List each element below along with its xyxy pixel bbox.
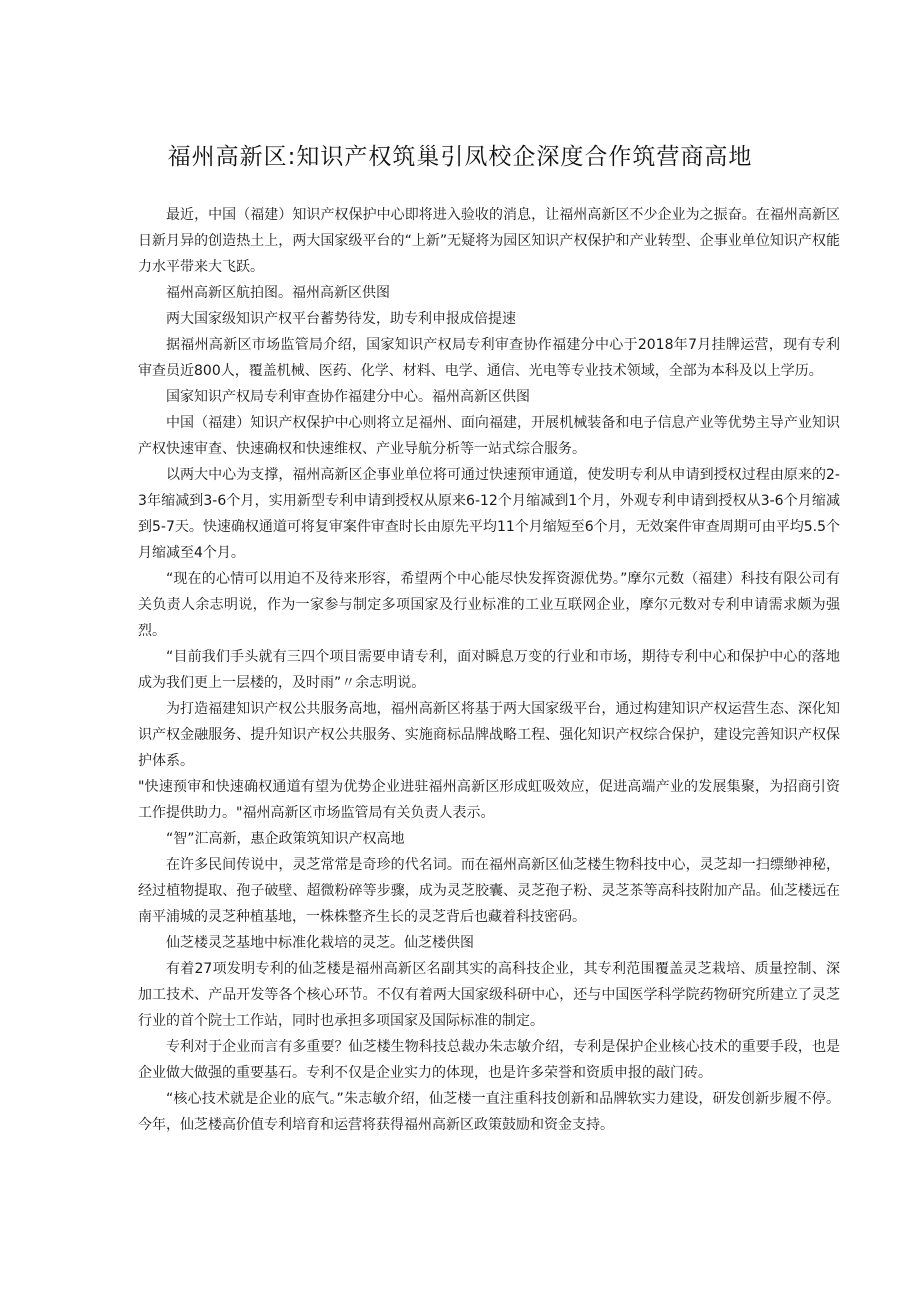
paragraph: 在许多民间传说中，灵芝常常是奇珍的代名词。而在福州高新区仙芝楼生物科技中心，灵芝却一扫缥缈神秘，经过植物提取、孢子破壁、超微粉碎等步骤，成为灵芝胶囊、灵芝孢子粉、灵芝茶等高科技附加产品。仙芝楼远在南平浦城的灵芝种植基地，一株株整齐生长的灵芝背后也藏着科技密码。 bbox=[138, 857, 840, 925]
image-caption: 福州高新区航拍图。福州高新区供图 bbox=[166, 285, 390, 301]
image-caption: 仙芝楼灵芝基地中标准化栽培的灵芝。仙芝楼供图 bbox=[166, 935, 474, 951]
article-title: 福州高新区:知识产权筑巢引凤校企深度合作筑营商高地 bbox=[167, 144, 753, 170]
paragraph: “现在的心情可以用迫不及待来形容，希望两个中心能尽快发挥资源优势。”摩尔元数（福建）科技有限公司有关负责人余志明说，作为一家参与制定多项国家及行业标准的工业互联网企业，摩尔元数对专利申请需求颇为强烈。 bbox=[138, 571, 840, 639]
paragraph: 有着27项发明专利的仙芝楼是福州高新区名副其实的高科技企业，其专利范围覆盖灵芝栽培、质量控制、深加工技术、产品开发等各个核心环节。不仅有着两大国家级科研中心，还与中国医学科学院药物研究所建立了灵芝行业的首个院士工作站，同时也承担多项国家及国际标准的制定。 bbox=[138, 961, 840, 1029]
section-heading: 两大国家级知识产权平台蓄势待发，助专利申报成倍提速 bbox=[166, 311, 516, 327]
paragraph: “目前我们手头就有三四个项目需要申请专利，面对瞬息万变的行业和市场，期待专利中心和保护中心的落地成为我们更上一层楼的，及时雨”〃余志明说。 bbox=[138, 649, 840, 691]
paragraph: "快速预审和快速确权通道有望为优势企业进驻福州高新区形成虹吸效应，促进高端产业的发展集聚，为招商引资工作提供助力。"福州高新区市场监管局有关负责人表示。 bbox=[138, 779, 840, 821]
image-caption: 国家知识产权局专利审查协作福建分中心。福州高新区供图 bbox=[166, 389, 530, 405]
paragraph: “核心技术就是企业的底气。”朱志敏介绍，仙芝楼一直注重科技创新和品牌软实力建设，研发创新步履不停。今年，仙芝楼高价值专利培育和运营将获得福州高新区政策鼓励和资金支持。 bbox=[138, 1091, 840, 1133]
paragraph: 据福州高新区市场监管局介绍，国家知识产权局专利审查协作福建分中心于2018年7月挂牌运营，现有专利审查员近800人，覆盖机械、医药、化学、材料、电学、通信、光电等专业技术领域，全部为本科及以上学历。 bbox=[138, 337, 840, 379]
paragraph: 专利对于企业而言有多重要？仙芝楼生物科技总裁办朱志敏介绍，专利是保护企业核心技术的重要手段，也是企业做大做强的重要基石。专利不仅是企业实力的体现，也是许多荣誉和资质申报的敲门砖。 bbox=[138, 1039, 840, 1081]
paragraph: 中国（福建）知识产权保护中心则将立足福州、面向福建，开展机械装备和电子信息产业等优势主导产业知识产权快速审查、快速确权和快速维权、产业导航分析等一站式综合服务。 bbox=[138, 415, 840, 457]
paragraph: 以两大中心为支撑，福州高新区企事业单位将可通过快速预审通道，使发明专利从申请到授权过程由原来的2-3年缩减到3-6个月，实用新型专利申请到授权从原来6-12个月缩减到1个月，外观专利申请到授权从3-6个月缩减到5-7天。快速确权通道可将复审案件审查时长由原先平均11个月缩短至6个月，无效案件审查周期可由平均5.5个月缩减至4个月。 bbox=[138, 467, 840, 561]
article-body bbox=[138, 202, 840, 1138]
paragraph: 最近，中国（福建）知识产权保护中心即将进入验收的消息，让福州高新区不少企业为之振奋。在福州高新区日新月异的创造热土上，两大国家级平台的“上新”无疑将为园区知识产权保护和产业转型、企事业单位知识产权能力水平带来大飞跃。 bbox=[138, 207, 840, 275]
section-heading: “智”汇高新，惠企政策筑知识产权高地 bbox=[166, 831, 405, 847]
paragraph: 为打造福建知识产权公共服务高地，福州高新区将基于两大国家级平台，通过构建知识产权运营生态、深化知识产权金融服务、提升知识产权公共服务、实施商标品牌战略工程、强化知识产权综合保护，建设完善知识产权保护体系。 bbox=[138, 701, 840, 769]
